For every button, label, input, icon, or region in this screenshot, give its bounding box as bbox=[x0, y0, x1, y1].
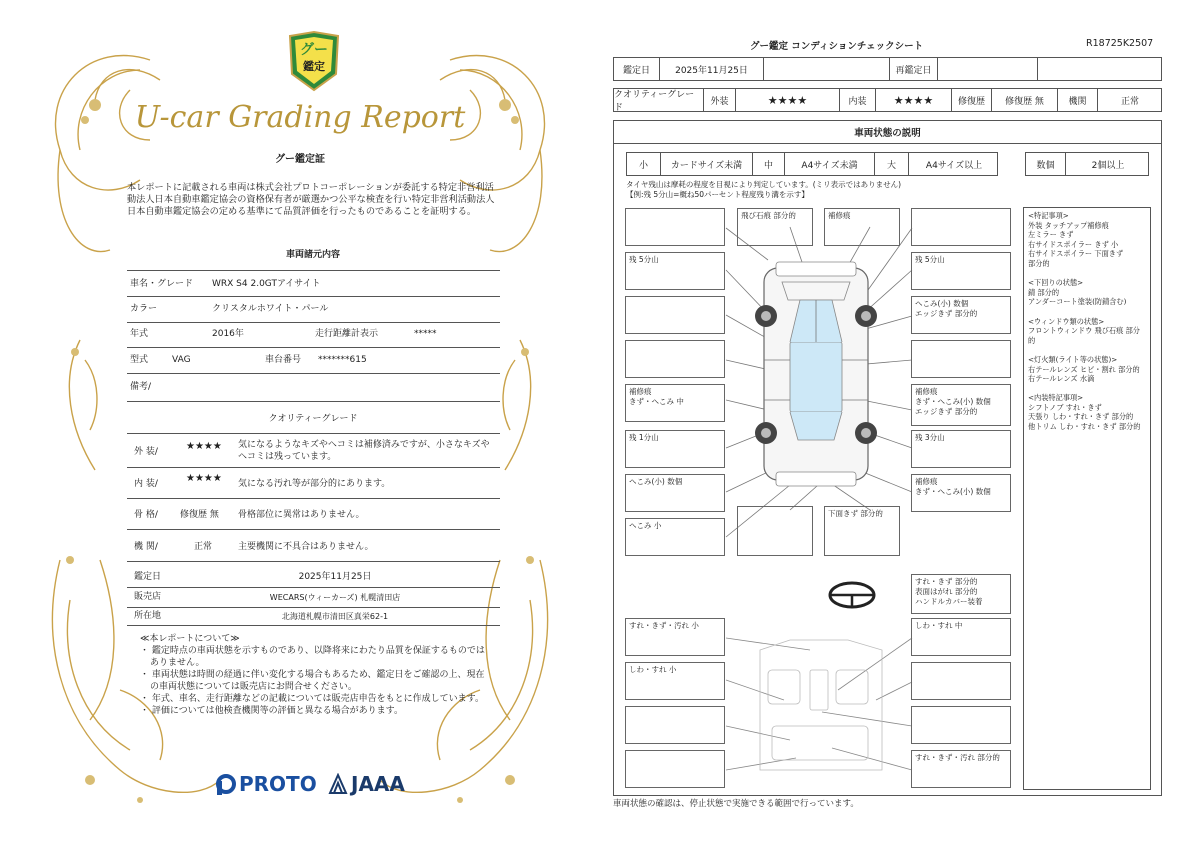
damage-text: 下面きず 部分的 bbox=[828, 509, 883, 518]
jaaa-logo-text: JAAA bbox=[351, 772, 405, 796]
damage-box bbox=[625, 384, 725, 422]
note-line: 右サイドスポイラー 下面きず bbox=[1028, 249, 1124, 259]
damage-text: しわ・すれ 小 bbox=[629, 665, 677, 674]
proto-logo bbox=[215, 772, 317, 796]
ext-stars: ★★★★ bbox=[736, 89, 840, 111]
interior-box bbox=[625, 662, 725, 700]
note-item: ・ 車両状態は時間の経過に伴い変化する場合もあるため、鑑定日をご確認の上、現在の車両状態については販売店にお問合せください。 bbox=[140, 670, 485, 692]
shop-label: 販売店 bbox=[134, 592, 162, 602]
remarks-label: 備考/ bbox=[130, 382, 152, 392]
quality-title: クオリティーグレード bbox=[268, 414, 358, 424]
goo-kantei-badge bbox=[286, 30, 342, 92]
reeval-label: 再鑑定日 bbox=[890, 58, 938, 80]
note-item: ・ 年式、車名、走行距離などの記載については販売店申告をもとに作成しています。 bbox=[140, 694, 484, 704]
damage-text: すれ・きず 部分的 bbox=[915, 577, 978, 586]
name-label: 車名・グレード bbox=[130, 279, 194, 289]
note-line: 部分的 bbox=[1028, 258, 1050, 268]
model-value: VAG bbox=[172, 355, 191, 365]
badge-text-bottom: 鑑定 bbox=[303, 60, 325, 73]
damage-text: すれ・きず・汚れ 小 bbox=[629, 621, 699, 630]
note-line: 錆 部分的 bbox=[1028, 287, 1060, 297]
spec-title: 車両諸元内容 bbox=[285, 250, 340, 260]
color-value: クリスタルホワイト・パール bbox=[212, 304, 329, 314]
ext-text: 気になるようなキズやヘコミは補修済みですが、小さなキズやヘコミは残っています。 bbox=[238, 440, 490, 462]
ext-label: 外装 bbox=[704, 89, 736, 111]
damage-text: へこみ 小 bbox=[629, 521, 662, 530]
size-large-desc: A4サイズ以上 bbox=[925, 160, 983, 171]
damage-box bbox=[625, 296, 725, 334]
engine-label: 機 関/ bbox=[134, 542, 158, 552]
color-label: カラー bbox=[130, 304, 158, 314]
date-value: 2025年11月25日 bbox=[298, 572, 372, 582]
note-spacer bbox=[1028, 345, 1146, 355]
engine-label: 機関 bbox=[1058, 89, 1098, 111]
steering-damage-box bbox=[911, 574, 1011, 614]
condition-check-sheet bbox=[600, 0, 1200, 848]
damage-box bbox=[625, 518, 725, 556]
damage-text: 補修痕 bbox=[629, 387, 652, 396]
damage-box bbox=[911, 384, 1011, 426]
damage-box bbox=[625, 474, 725, 512]
note-line: 右サイドスポイラー きず 小 bbox=[1028, 239, 1119, 249]
damage-text: 残 3分山 bbox=[915, 433, 945, 442]
note-line: <下回りの状態> bbox=[1028, 278, 1084, 288]
interior-box bbox=[911, 706, 1011, 744]
proto-mark-icon bbox=[215, 773, 237, 795]
engine-value: 正常 bbox=[194, 542, 213, 552]
frame-value: 修復歴 無 bbox=[180, 510, 219, 520]
interior-box bbox=[911, 662, 1011, 700]
damage-text: しわ・すれ 中 bbox=[915, 621, 963, 630]
jaaa-logo bbox=[328, 772, 405, 796]
mileage-value: ***** bbox=[414, 329, 437, 339]
report-heading: U-car Grading Report bbox=[134, 100, 466, 135]
damage-text: 残 1分山 bbox=[629, 433, 659, 442]
note-line: 天張り しわ・すれ・きず 部分的 bbox=[1028, 412, 1134, 422]
note-line: 右テールレンズ 水滴 bbox=[1028, 374, 1095, 384]
damage-box bbox=[824, 208, 900, 246]
steering-wheel-icon bbox=[830, 583, 874, 607]
cert-text: 本レポートに記載される車両は株式会社プロトコーポレーションが委託する特定非営利活動法人日本自動車鑑定協会の資格保有者が厳選かつ公平な検査を行い特定非営利活動法人日本自動車鑑定協会の定める基準にて品質評価を行ったものであることを証明する。 bbox=[127, 182, 495, 217]
note-line: フロントウィンドウ 飛び石痕 部分的 bbox=[1028, 326, 1140, 345]
date-value: 2025年11月25日 bbox=[660, 58, 764, 80]
damage-text: きず・へこみ(小) 数個 bbox=[915, 487, 991, 496]
ext-label: 外 装/ bbox=[134, 447, 158, 457]
special-notes bbox=[1023, 207, 1151, 790]
name-value: WRX S4 2.0GTアイサイト bbox=[212, 279, 321, 289]
int-text: 気になる汚れ等が部分的にあります。 bbox=[238, 479, 391, 489]
chassis-label: 車台番号 bbox=[265, 355, 302, 365]
repair-label: 修復歴 bbox=[952, 89, 992, 111]
proto-logo-text: PROTO bbox=[239, 772, 317, 796]
damage-box bbox=[625, 208, 725, 246]
count-label: 数個 bbox=[1026, 153, 1066, 175]
date-label: 鑑定日 bbox=[614, 58, 660, 80]
damage-text: きず・へこみ 中 bbox=[629, 397, 684, 406]
damage-box bbox=[625, 252, 725, 290]
damage-box bbox=[824, 506, 900, 556]
sheet-code: R18725K2507 bbox=[1086, 38, 1154, 49]
note-spacer bbox=[1028, 384, 1146, 394]
note-spacer bbox=[1028, 269, 1146, 279]
damage-text: 飛び石痕 部分的 bbox=[741, 211, 796, 220]
cert-title: グー鑑定証 bbox=[275, 154, 325, 165]
note-line: アンダーコート塗装(防錆含む) bbox=[1028, 297, 1127, 307]
note-item: ・ 鑑定時点の車両状態を示すものであり、以降将来にわたり品質を保証するものではありません。 bbox=[140, 646, 485, 668]
damage-text: 表面はがれ 部分的 bbox=[915, 587, 978, 596]
note-line: <特記事項> bbox=[1028, 211, 1069, 220]
int-stars: ★★★★ bbox=[186, 473, 222, 484]
tire-note-1: タイヤ残山は摩耗の程度を目視により判定しています。(ミリ表示ではありません) bbox=[626, 180, 902, 189]
size-small-desc: カードサイズ未満 bbox=[661, 153, 753, 175]
sheet-title: グー鑑定 コンディションチェックシート bbox=[750, 41, 924, 52]
damage-text: エッジきず 部分的 bbox=[915, 407, 978, 416]
note-line: <灯火類(ライト等の状態)> bbox=[1028, 354, 1118, 364]
damage-box bbox=[737, 506, 813, 556]
damage-box bbox=[911, 296, 1011, 334]
address-label: 所在地 bbox=[134, 611, 162, 621]
damage-box bbox=[911, 474, 1011, 512]
damage-box bbox=[625, 340, 725, 378]
jaaa-mark-icon bbox=[328, 773, 348, 795]
size-large: 大 bbox=[875, 153, 909, 175]
shop-value: WECARS(ウィーカーズ) 札幌清田店 bbox=[269, 593, 401, 602]
address-value: 北海道札幌市清田区真栄62-1 bbox=[281, 612, 389, 621]
note-line: 外装 タッチアップ補修痕 bbox=[1028, 220, 1109, 230]
model-label: 型式 bbox=[130, 355, 149, 365]
note-line: 右テールレンズ ヒビ・割れ 部分的 bbox=[1028, 364, 1140, 374]
engine-text: 主要機関に不具合はありません。 bbox=[238, 542, 374, 552]
interior-box bbox=[625, 618, 725, 656]
damage-text: 補修痕 bbox=[828, 211, 851, 220]
size-mid: 中 bbox=[753, 153, 785, 175]
damage-text: すれ・きず・汚れ 部分的 bbox=[915, 753, 1000, 762]
size-mid-desc: A4サイズ未満 bbox=[785, 153, 875, 175]
damage-box bbox=[911, 430, 1011, 468]
engine-value: 正常 bbox=[1120, 96, 1139, 107]
damage-text: 残 5分山 bbox=[629, 255, 659, 264]
count-desc: 2個以上 bbox=[1091, 160, 1125, 171]
interior-box bbox=[911, 750, 1011, 788]
year-label: 年式 bbox=[130, 329, 149, 339]
int-label: 内 装/ bbox=[134, 479, 158, 489]
note-line: <内装特記事項> bbox=[1028, 393, 1084, 403]
damage-text: 残 5分山 bbox=[915, 255, 945, 264]
note-line: 他トリム しわ・すれ・きず 部分的 bbox=[1028, 422, 1141, 432]
frame-label: 骨 格/ bbox=[134, 510, 158, 520]
ext-stars: ★★★★ bbox=[186, 441, 222, 452]
damage-text: 補修痕 bbox=[915, 477, 938, 486]
interior-box bbox=[911, 618, 1011, 656]
damage-text: 補修痕 bbox=[915, 387, 938, 396]
badge-text-top: グー bbox=[300, 42, 328, 58]
footer-note: 車両状態の確認は、停止状態で実施できる範囲で行っています。 bbox=[613, 799, 859, 809]
notes-list bbox=[140, 645, 490, 717]
damage-text: ハンドルカバー装着 bbox=[915, 597, 983, 606]
damage-text: エッジきず 部分的 bbox=[915, 309, 978, 318]
notes-title: ≪本レポートについて≫ bbox=[140, 634, 240, 644]
note-item: ・ 評価については他検査機関等の評価と異なる場合があります。 bbox=[140, 706, 403, 716]
frame-text: 骨格部位に異常はありません。 bbox=[238, 510, 365, 520]
year-value: 2016年 bbox=[212, 329, 244, 339]
interior-box bbox=[625, 706, 725, 744]
damage-text: きず・へこみ(小) 数個 bbox=[915, 397, 991, 406]
damage-box bbox=[911, 208, 1011, 246]
note-line: シフトノブ すれ・きず bbox=[1028, 402, 1102, 412]
desc-title: 車両状態の説明 bbox=[854, 128, 921, 139]
note-spacer bbox=[1028, 307, 1146, 317]
size-small: 小 bbox=[627, 153, 661, 175]
qg-label: クオリティーグレード bbox=[614, 89, 704, 111]
damage-text: へこみ(小) 数個 bbox=[915, 299, 969, 308]
chassis-value: *******615 bbox=[318, 355, 367, 365]
damage-box bbox=[911, 252, 1011, 290]
damage-box bbox=[737, 208, 813, 246]
tire-note-2: 【例:残 5分山=概ね50パーセント程度残り溝を示す】 bbox=[626, 190, 809, 199]
interior-box bbox=[625, 750, 725, 788]
int-label: 内装 bbox=[840, 89, 876, 111]
date-label: 鑑定日 bbox=[134, 572, 162, 582]
damage-box bbox=[911, 340, 1011, 378]
damage-box bbox=[625, 430, 725, 468]
damage-text: へこみ(小) 数個 bbox=[629, 477, 683, 486]
int-stars: ★★★★ bbox=[876, 89, 952, 111]
mileage-label: 走行距離計表示 bbox=[315, 329, 379, 339]
repair-value: 修復歴 無 bbox=[992, 89, 1058, 111]
note-line: 左ミラー きず bbox=[1028, 230, 1074, 240]
note-line: <ウィンドウ類の状態> bbox=[1028, 316, 1105, 326]
